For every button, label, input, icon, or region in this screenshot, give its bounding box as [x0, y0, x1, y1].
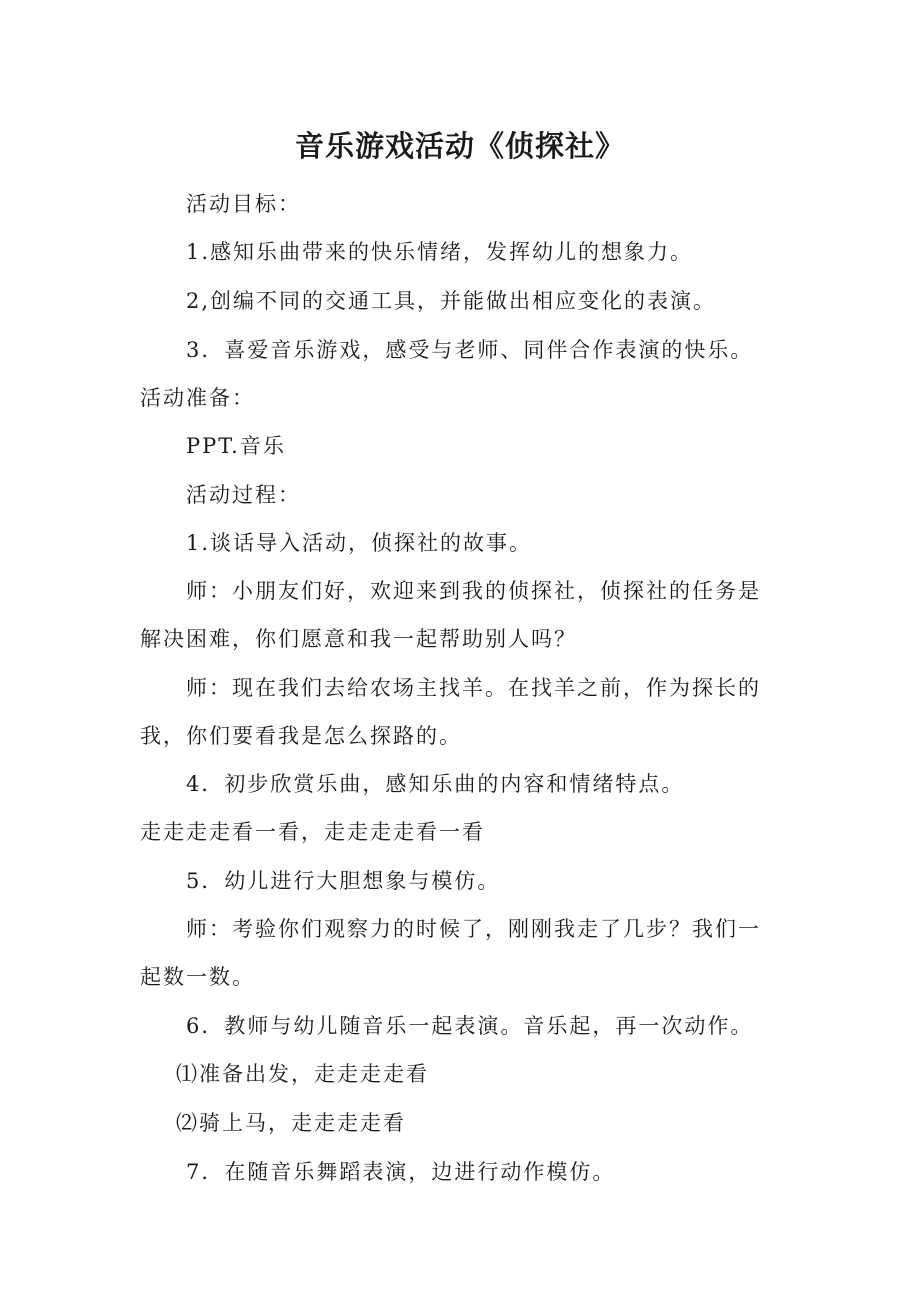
section-heading-goals: 活动目标： — [186, 192, 301, 216]
sub-step-1: ⑴准备出发，走走走走看 — [176, 1062, 429, 1086]
teacher-line-3b: 起数一数。 — [140, 965, 255, 989]
teacher-line-2b: 我，你们要看我是怎么探路的。 — [140, 724, 462, 748]
goal-item-3: 3．喜爱音乐游戏，感受与老师、同伴合作表演的快乐。 — [186, 338, 754, 362]
process-step-6: 6．教师与幼儿随音乐一起表演。音乐起，再一次动作。 — [186, 1014, 754, 1038]
teacher-line-3a: 师：考验你们观察力的时候了，刚刚我走了几步？我们一 — [186, 917, 761, 941]
process-step-7: 7．在随音乐舞蹈表演，边进行动作模仿。 — [186, 1160, 616, 1184]
process-step-1: 1.谈话导入活动，侦探社的故事。 — [186, 531, 533, 555]
song-lyric: 走走走走看一看，走走走走看一看 — [140, 820, 485, 844]
document-title: 音乐游戏活动《侦探社》 — [294, 129, 625, 163]
section-heading-preparation: 活动准备： — [140, 386, 255, 410]
goal-item-2: 2,创编不同的交通工具，并能做出相应变化的表演。 — [186, 289, 717, 313]
sub-step-2: ⑵骑上马，走走走走看 — [176, 1111, 406, 1135]
process-step-5: 5．幼儿进行大胆想象与模仿。 — [186, 869, 501, 893]
teacher-line-1a: 师：小朋友们好，欢迎来到我的侦探社，侦探社的任务是 — [186, 579, 761, 603]
teacher-line-2a: 师：现在我们去给农场主找羊。在找羊之前，作为探长的 — [186, 676, 761, 700]
teacher-line-1b: 解决困难，你们愿意和我一起帮助别人吗？ — [140, 627, 577, 651]
preparation-text: PPT.音乐 — [186, 434, 286, 458]
section-heading-process: 活动过程： — [186, 483, 301, 507]
goal-item-1: 1.感知乐曲带来的快乐情绪，发挥幼儿的想象力。 — [186, 240, 694, 264]
process-step-4: 4．初步欣赏乐曲，感知乐曲的内容和情绪特点。 — [186, 772, 685, 796]
